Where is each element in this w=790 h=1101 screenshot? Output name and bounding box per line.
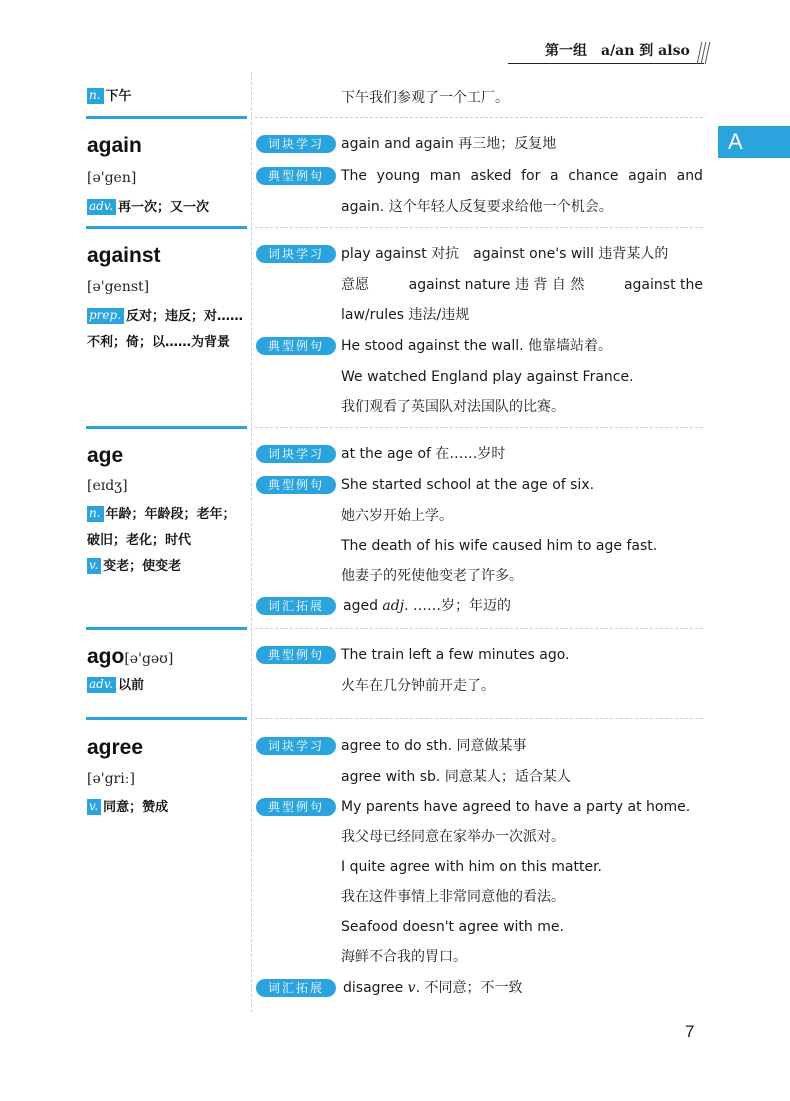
phrase-line: agree to do sth. 同意做某事	[341, 738, 527, 754]
headword: again	[87, 134, 142, 157]
pos-tag: v.	[87, 799, 101, 815]
word-token: chance	[568, 168, 619, 184]
phonetic: [ə'griː]	[87, 771, 135, 787]
example-line: 海鲜不合我的胃口。	[341, 949, 467, 965]
meaning-text: 下午	[105, 89, 132, 104]
phonetic: [ə'gen]	[87, 170, 137, 186]
example-line: The train left a few minutes ago.	[341, 647, 570, 663]
label-example: 典型例句	[256, 646, 336, 664]
page-header-title: 第一组 a/an 到 also	[545, 43, 690, 59]
pos-tag: adv.	[87, 199, 116, 215]
example-line: 她六岁开始上学。	[341, 508, 453, 524]
phrase-line	[341, 275, 703, 295]
example-line	[341, 166, 703, 186]
example-line: 他妻子的死使他变老了许多。	[341, 568, 523, 584]
entry-rule	[86, 717, 247, 720]
meaning-text: 反对；违反；对……	[126, 309, 244, 324]
pos-tag: adv.	[87, 677, 116, 693]
headword: age	[87, 444, 124, 467]
word-token: for	[521, 168, 541, 184]
word-token: and	[676, 168, 703, 184]
expand-word: aged	[343, 598, 378, 614]
expand-word: disagree	[343, 980, 404, 996]
entry-dashed-separator	[255, 628, 703, 629]
entry-rule	[86, 627, 247, 630]
example-line: My parents have agreed to have a party at home.	[341, 799, 691, 815]
entry-rule	[86, 116, 247, 119]
entry-dashed-separator	[255, 117, 703, 118]
expand-pos: v	[407, 980, 416, 996]
phrase-part: against nature 违 背 自 然	[408, 277, 585, 293]
phrase-part: 意愿	[341, 277, 369, 293]
example-line: 我父母已经同意在家举办一次派对。	[341, 829, 565, 845]
meaning	[87, 673, 252, 699]
phrase-line: play against 对抗 against one's will 违背某人的	[341, 246, 669, 262]
entry-dashed-separator	[255, 718, 703, 719]
example-line: We watched England play against France.	[341, 369, 634, 385]
label-example: 典型例句	[256, 798, 336, 816]
word-token: The	[341, 168, 368, 184]
phrase-line: again and again 再三地；反复地	[341, 136, 557, 152]
meaning	[87, 195, 252, 221]
phrase-line: law/rules 违法/违规	[341, 307, 470, 323]
meaning-text: 破旧；老化；时代	[87, 533, 192, 548]
example-line: 火车在几分钟前开走了。	[341, 678, 495, 694]
letter-index-tab[interactable]: A	[718, 126, 790, 158]
example-line: She started school at the age of six.	[341, 477, 595, 493]
header-rule	[508, 63, 704, 64]
entry-rule	[86, 426, 247, 429]
phrase-line: at the age of 在……岁时	[341, 446, 506, 462]
phonetic: [ə'genst]	[87, 279, 150, 295]
example-line: He stood against the wall. 他靠墙站着。	[341, 338, 613, 354]
word-token: a	[549, 168, 559, 184]
example-line: 我在这件事情上非常同意他的看法。	[341, 889, 565, 905]
expand-meaning: . 不同意；不一致	[415, 980, 523, 996]
example-line: The death of his wife caused him to age fast.	[341, 538, 658, 554]
meaning	[87, 795, 252, 821]
word-token: young	[376, 168, 421, 184]
top-fragment-example: 下午我们参观了一个工厂。	[341, 90, 509, 106]
expand-line	[343, 596, 705, 616]
meaning	[87, 304, 252, 356]
label-expand: 词汇拓展	[256, 979, 336, 997]
entry-dashed-separator	[255, 227, 703, 228]
header-tick-marks	[696, 42, 710, 64]
entry-dashed-separator	[255, 427, 703, 428]
top-fragment-meaning	[87, 84, 252, 110]
label-example: 典型例句	[256, 337, 336, 355]
example-line: I quite agree with him on this matter.	[341, 859, 602, 875]
label-phrase: 词块学习	[256, 445, 336, 463]
example-line: again. 这个年轻人反复要求给他一个机会。	[341, 199, 613, 215]
meaning-text: 以前	[118, 678, 145, 693]
pos-tag: n.	[87, 506, 104, 522]
headword-text: ago	[87, 645, 125, 668]
meaning-text: 同意；赞成	[103, 800, 169, 815]
phonetic: [ə'gəʊ]	[124, 651, 174, 667]
meaning-text: 变老；使变老	[103, 559, 182, 574]
label-expand: 词汇拓展	[256, 597, 336, 615]
headword	[87, 645, 173, 669]
pos-tag: prep.	[87, 308, 124, 324]
example-line: 我们观看了英国队对法国队的比赛。	[341, 399, 565, 415]
label-phrase: 词块学习	[256, 135, 336, 153]
word-token: asked	[470, 168, 512, 184]
meaning	[87, 502, 252, 580]
meaning-text: 不利；倚；以……为背景	[87, 335, 231, 350]
pos-tag: v.	[87, 558, 101, 574]
page-number: 7	[685, 1022, 695, 1041]
phrase-line: agree with sb. 同意某人；适合某人	[341, 769, 571, 785]
meaning-text: 再一次；又一次	[118, 200, 210, 215]
label-phrase: 词块学习	[256, 737, 336, 755]
label-example: 典型例句	[256, 167, 336, 185]
headword: against	[87, 244, 161, 267]
label-example: 典型例句	[256, 476, 336, 494]
pos-tag: n.	[87, 88, 104, 104]
word-token: man	[429, 168, 461, 184]
label-phrase: 词块学习	[256, 245, 336, 263]
word-token: again	[628, 168, 667, 184]
headword: agree	[87, 736, 144, 759]
meaning-text: 年龄；年龄段；老年；	[105, 507, 236, 522]
phrase-part: against the	[623, 277, 703, 293]
entry-rule	[86, 226, 247, 229]
expand-pos: adj	[382, 598, 405, 614]
expand-meaning: . ……岁；年迈的	[404, 598, 511, 614]
expand-line	[343, 978, 705, 998]
example-line: Seafood doesn't agree with me.	[341, 919, 564, 935]
phonetic: [eɪdʒ]	[87, 478, 128, 494]
